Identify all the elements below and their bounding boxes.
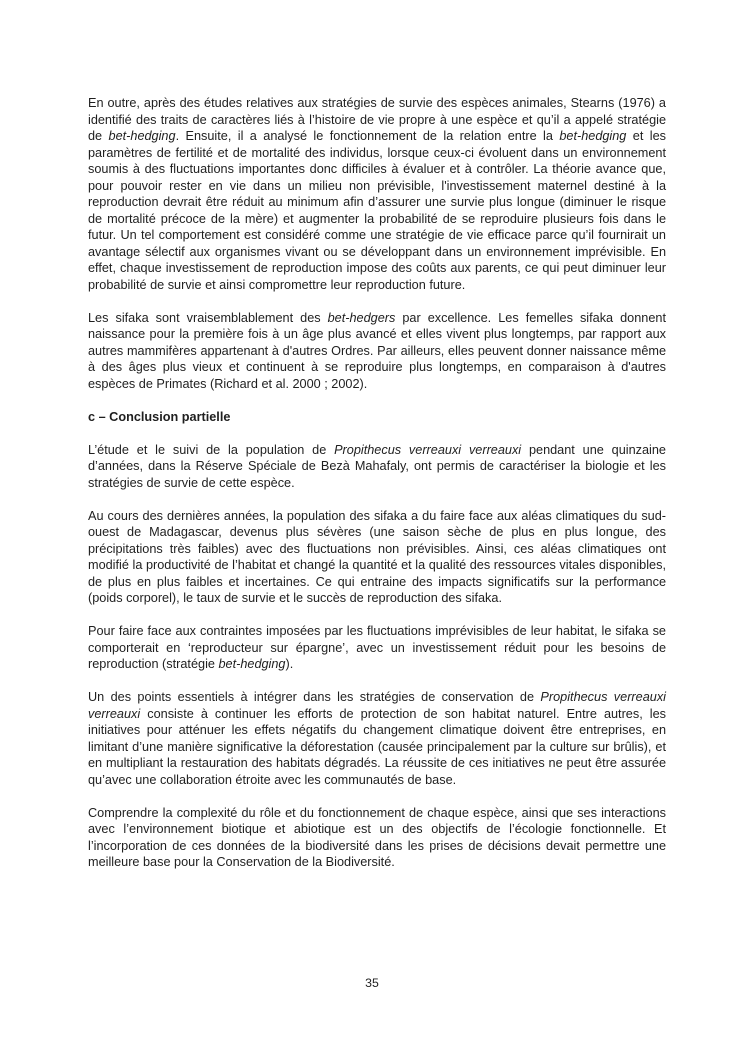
text-segment: bet-hedging [218,657,286,671]
paragraph [88,442,666,492]
paragraph [88,805,666,871]
paragraph [88,95,666,293]
text-segment: pendant une quinzaine d’années, dans la Réserve Spéciale de Bezà Mahafaly, ont permis de caractériser la biologie et les stratégies de survie de cette espèce. [88,442,666,490]
text-segment: Un des points essentiels à intégrer dans les stratégies de conservation de [88,690,541,704]
section-heading [88,409,666,426]
text-segment: Comprendre la complexité du rôle et du fonctionnement de chaque espèce, ainsi que ses interactions avec l’environnement biotique et abiotique est un des objectifs de l’écologie fonctionnelle. Et l’incorporation de ces données de la biodiversité dans les prises de décisions devait permettre une meilleure base pour la Conservation de la Biodiversité. [88,805,666,869]
text-segment: Les sifaka sont vraisemblablement des [88,310,328,325]
paragraph [88,623,666,673]
text-segment: bet-hedging [559,129,627,143]
text-segment: bet-hedging [108,129,176,143]
text-segment: consiste à continuer les efforts de protection de son habitat naturel. Entre autres, les initiatives pour atténuer les effets négatifs du changement climatique doivent être entreprises, en limitant d’une manière significative la déforestation (causée principalement par la culture sur brûlis), et en multipliant la restauration des habitats dégradés. La réussite de ces initiatives ne peut être assurée qu’avec une collaboration étroite avec les communautés de base. [88,706,666,787]
text-segment: Propithecus verreauxi verreauxi [88,690,666,721]
text-segment: L’étude et le suivi de la population de [88,442,335,457]
page-footer [0,974,744,992]
text-segment: par excellence. Les femelles sifaka donnent naissance pour la première fois à un âge plus avancé et elles vivent plus longtemps, par rapport aux autres mammifères appartenant à d'autres Ordres. Par ailleurs, elles peuvent donner naissance même à des âges plus vieux et continuent à se reproduire plus longtemps, en comparaison à d'autres espèces de Primates (Richard et al. 2000 ; 2002). [88,310,666,391]
text-segment: ). [285,657,294,671]
text-segment: . Ensuite, il a analysé le fonctionnement de la relation entre la [175,129,560,143]
text-segment: bet-hedgers [327,310,396,325]
paragraph [88,310,666,393]
document-body [88,95,666,887]
text-segment: En outre, après des études relatives aux stratégies de survie des espèces animales, Stearns (1976) a identifié des traits de caractères liés à l’histoire de vie propre à une espèce et qu’il a appelé stratégie de [88,96,666,143]
page-number: 35 [365,976,379,990]
text-segment: Au cours des dernières années, la population des sifaka a du faire face aux aléas climatiques du sud-ouest de Madagascar, devenus plus sévères (une saison sèche de plus en plus longue, des précipitations très faibles) avec des fluctuations non prévisibles. Ainsi, ces aléas climatiques ont modifié la productivité de l’habitat et changé la quantité et la qualité des ressources vitales disponibles, de plus en plus faibles et incertaines. Ce qui entraine des impacts significatifs sur la performance (poids corporel), le taux de survie et le succès de reproduction des sifaka. [88,508,666,605]
paragraph [88,689,666,788]
paragraph [88,508,666,607]
text-segment: Propithecus verreauxi verreauxi [334,442,522,457]
text-segment: Pour faire face aux contraintes imposées par les fluctuations imprévisibles de leur habitat, le sifaka se comporterait en ‘reproducteur sur épargne’, avec un investissement réduit pour les besoins de reproduction (stratégie [88,624,666,671]
text-segment: c – Conclusion partielle [88,409,231,424]
text-segment: et les paramètres de fertilité et de mortalité des individus, lorsque ceux-ci évoluent dans un environnement soumis à des fluctuations importantes donc difficiles à évaluer et à contrôler. La théorie avance que, pour pouvoir rester en vie dans un milieu non prévisible, l'investissement maternel destiné à la reproduction devrait être réduit au minimum afin d’assurer une survie plus longue (diminuer le risque de mortalité précoce de la mère) et augmenter la probabilité de se reproduire plusieurs fois dans le futur. Un tel comportement est considéré comme une stratégie de vie efficace parce qu’il fournirait un avantage sélectif aux organismes vivant ou se développant dans un environnement imprévisible. En effet, chaque investissement de reproduction impose des coûts aux parents, ce qui peut diminuer leur probabilité de survie et ainsi compromettre leur reproduction future. [88,129,666,292]
